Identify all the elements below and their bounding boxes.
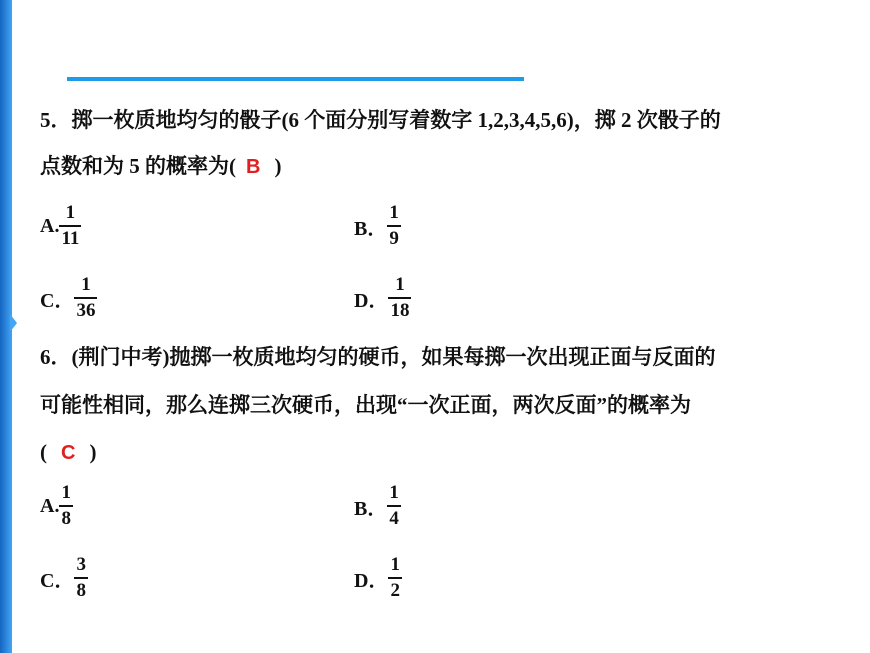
fraction-bar <box>59 225 81 227</box>
fraction-bar <box>74 577 88 579</box>
q5-text-line2 <box>40 154 281 179</box>
q5-option-a-fraction <box>59 202 81 250</box>
q5-option-b-fraction <box>387 202 401 250</box>
left-accent-notch <box>10 314 17 332</box>
q5-option-c-numerator: 1 <box>81 274 91 295</box>
q5-option-b-label: B． <box>354 217 388 240</box>
q6-option-c-fraction <box>74 554 88 602</box>
q5-text-line1: 5．掷一枚质地均匀的骰子(6 个面分别写着数字 1,2,3,4,5,6)，掷 2 次骰子的 <box>40 108 721 132</box>
top-rule <box>67 77 524 81</box>
fraction-bar <box>74 297 97 299</box>
fraction-bar <box>387 505 401 507</box>
q6-option-b-fraction <box>387 482 401 530</box>
q6-option-b-denominator: 4 <box>389 508 399 529</box>
q6-option-b-label: B． <box>354 497 388 520</box>
q6-option-a-numerator: 1 <box>61 482 71 503</box>
q6-option-a-fraction <box>59 482 73 530</box>
q6-option-d[interactable] <box>354 554 402 602</box>
q6-option-a[interactable] <box>40 482 73 530</box>
q6-option-b-numerator: 1 <box>389 482 399 503</box>
q6-option-a-label: A. <box>40 494 60 517</box>
q6-option-d-fraction <box>388 554 402 602</box>
q6-text-line1: 6．(荆门中考)抛掷一枚质地均匀的硬币，如果每掷一次出现正面与反面的 <box>40 345 716 369</box>
q6-option-d-numerator: 1 <box>390 554 400 575</box>
q6-text-line3 <box>40 440 96 465</box>
q6-option-c-label: C． <box>40 569 75 592</box>
q5-option-c-fraction <box>74 274 97 322</box>
q6-option-c-numerator: 3 <box>76 554 86 575</box>
q6-option-a-denominator: 8 <box>61 508 71 529</box>
q5-option-a-label: A. <box>40 214 60 237</box>
q5-close-paren: ) <box>274 154 282 178</box>
q6-open-paren: ( <box>40 440 47 464</box>
fraction-bar <box>387 225 401 227</box>
q6-option-b[interactable] <box>354 482 401 530</box>
q5-option-c[interactable] <box>40 274 97 322</box>
q5-option-c-denominator: 36 <box>76 300 96 321</box>
q5-option-d-fraction <box>388 274 411 322</box>
q6-close-paren: ) <box>89 440 97 464</box>
q5-option-a[interactable] <box>40 202 81 250</box>
q5-option-d[interactable] <box>354 274 411 322</box>
q5-option-d-label: D． <box>354 289 389 312</box>
fraction-bar <box>388 297 411 299</box>
q6-option-c[interactable] <box>40 554 88 602</box>
q5-option-a-denominator: 11 <box>61 228 80 249</box>
q5-option-b[interactable] <box>354 202 401 250</box>
q6-answer: C <box>61 442 76 464</box>
q6-option-d-label: D． <box>354 569 389 592</box>
fraction-bar <box>388 577 402 579</box>
q5-option-c-label: C． <box>40 289 75 312</box>
fraction-bar <box>59 505 73 507</box>
q5-option-b-numerator: 1 <box>389 202 399 223</box>
q6-text-line2: 可能性相同，那么连掷三次硬币，出现“一次正面，两次反面”的概率为 <box>40 393 691 417</box>
q5-option-b-denominator: 9 <box>389 228 399 249</box>
q5-option-d-numerator: 1 <box>395 274 405 295</box>
q5-stem-end: 点数和为 5 的概率为( <box>40 154 236 178</box>
q6-option-c-denominator: 8 <box>76 580 86 601</box>
q6-option-d-denominator: 2 <box>390 580 400 601</box>
q5-answer: B <box>246 156 261 178</box>
q5-option-a-numerator: 1 <box>65 202 76 223</box>
q5-option-d-denominator: 18 <box>390 300 410 321</box>
